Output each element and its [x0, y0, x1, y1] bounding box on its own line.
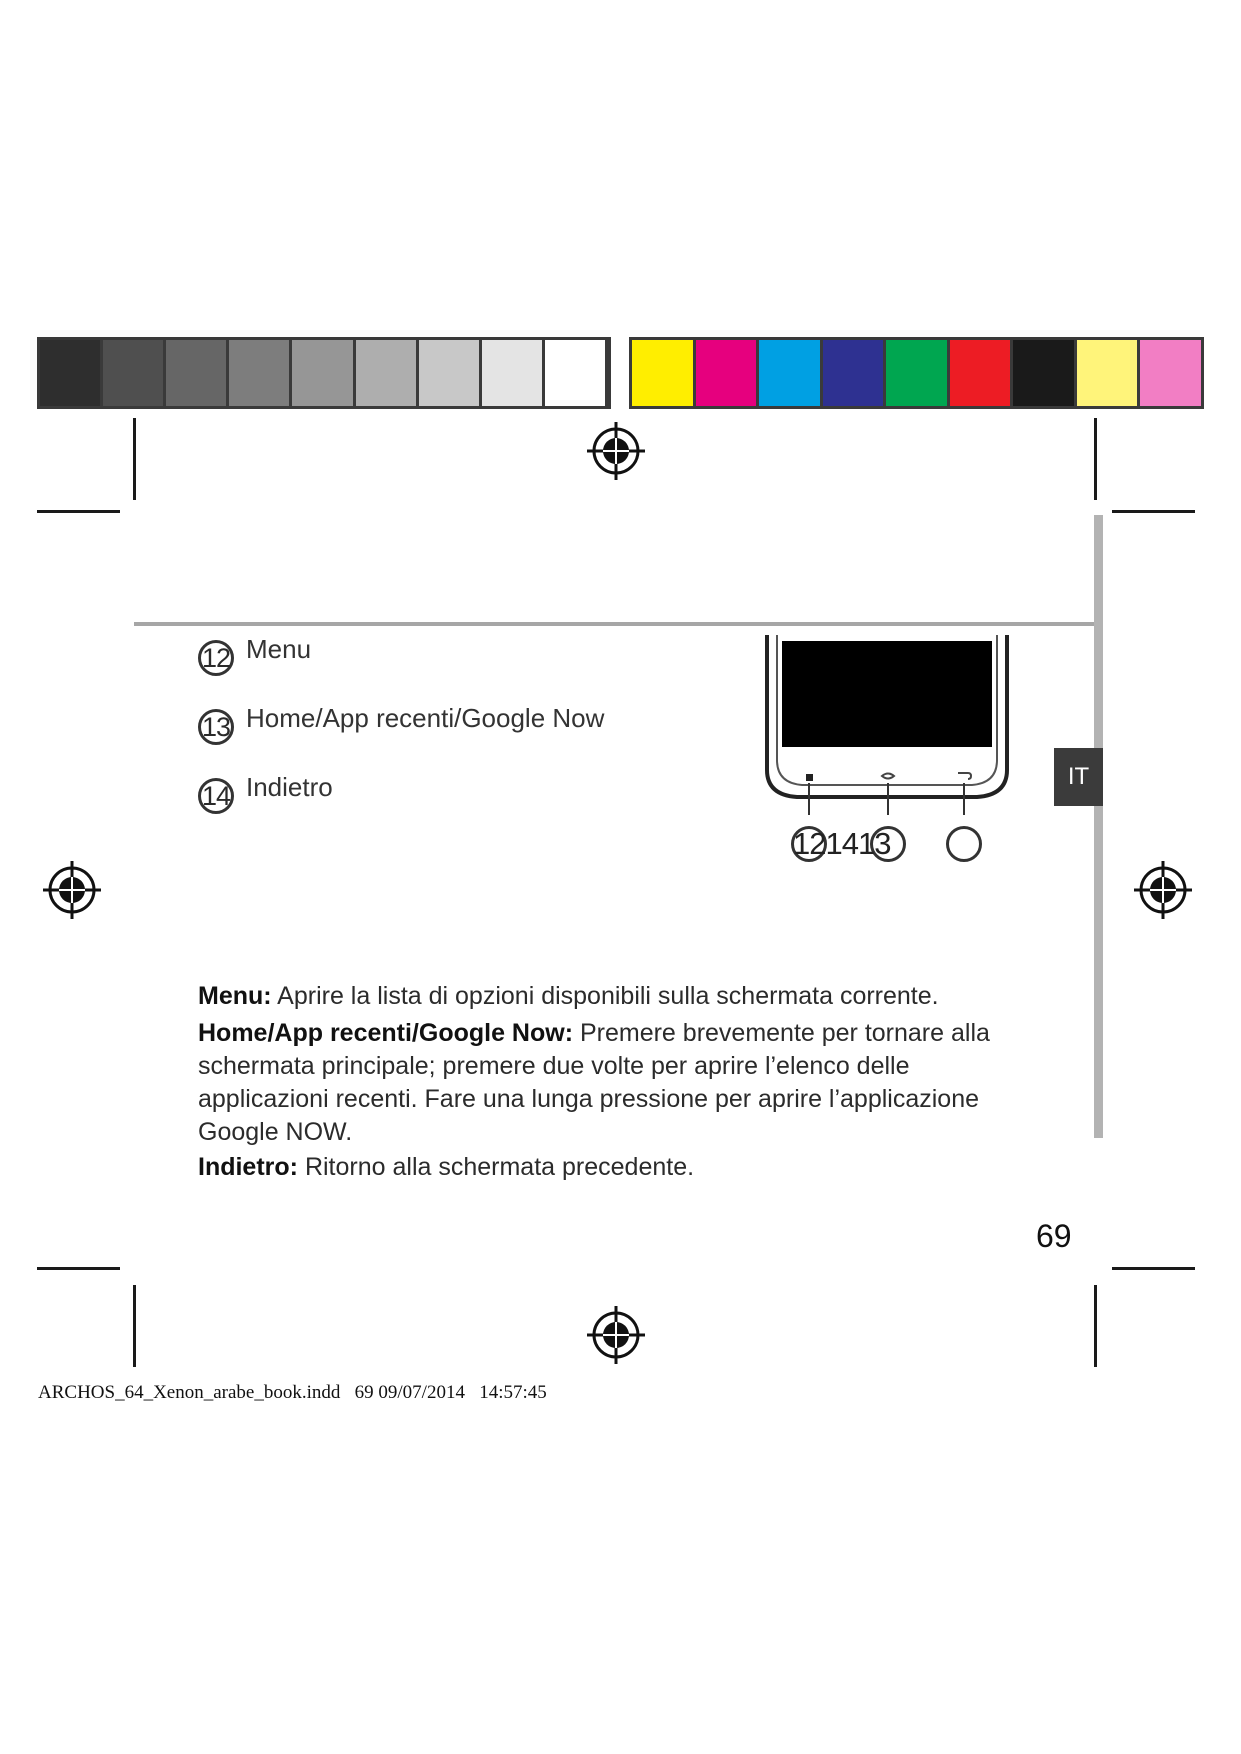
menu-term: Menu: — [198, 982, 272, 1010]
color-swatch — [823, 340, 887, 406]
crop-mark — [1112, 1267, 1195, 1270]
crop-mark — [133, 418, 136, 500]
color-swatch — [229, 340, 292, 406]
back-text: Ritorno alla schermata precedente. — [298, 1153, 695, 1181]
back-description — [198, 1151, 1038, 1184]
color-swatch — [103, 340, 166, 406]
item-number-badge: 13 — [198, 709, 234, 745]
color-swatch — [1140, 340, 1204, 406]
section-rule — [134, 622, 1101, 626]
list-item — [198, 770, 333, 816]
item-label: Home/App recenti/Google Now — [246, 703, 605, 733]
color-swatch — [482, 340, 545, 406]
item-label: Indietro — [246, 772, 333, 802]
crop-mark — [1094, 1285, 1097, 1367]
home-description — [198, 1017, 1038, 1149]
callout-numbers: 121413 — [793, 826, 891, 861]
crop-mark — [37, 510, 120, 513]
phone-buttons-diagram — [762, 635, 1012, 815]
registration-mark-icon — [585, 1304, 647, 1366]
crop-mark — [37, 1267, 120, 1270]
home-text: Premere brevemente per tornare alla schermata principale; premere due volte per aprire l’elenco delle applicazioni recenti. Fare una lunga pressione per aprire l’applicazione Google NOW. — [198, 1019, 990, 1146]
crop-mark — [1094, 418, 1097, 500]
button-descriptions — [198, 980, 1038, 1184]
color-swatch — [40, 340, 103, 406]
color-swatch — [545, 340, 608, 406]
color-swatch — [886, 340, 950, 406]
list-item — [198, 632, 311, 678]
color-swatch — [950, 340, 1014, 406]
margin-rule — [1094, 515, 1103, 1138]
color-swatch — [356, 340, 419, 406]
print-slug-line: ARCHOS_64_Xenon_arabe_book.indd 69 09/07/2014 14:57:45 — [38, 1382, 547, 1403]
home-term: Home/App recenti/Google Now: — [198, 1019, 574, 1047]
color-swatch — [759, 340, 823, 406]
color-swatch — [166, 340, 229, 406]
item-label: Menu — [246, 634, 312, 664]
callout-circle — [946, 826, 982, 862]
registration-mark-icon — [1132, 859, 1194, 921]
color-swatch — [1077, 340, 1141, 406]
menu-description — [198, 980, 1038, 1013]
color-swatch — [632, 340, 696, 406]
color-calibration-strip — [629, 337, 1204, 409]
language-tab: IT — [1054, 748, 1103, 806]
back-term: Indietro: — [198, 1153, 298, 1181]
crop-mark — [1112, 510, 1195, 513]
crop-mark — [133, 1285, 136, 1367]
color-swatch — [292, 340, 355, 406]
color-swatch — [696, 340, 760, 406]
page-number: 69 — [1036, 1218, 1072, 1254]
registration-mark-icon — [585, 420, 647, 482]
item-number-badge: 12 — [198, 640, 234, 676]
color-swatch — [1013, 340, 1077, 406]
menu-text: Aprire la lista di opzioni disponibili sulla schermata corrente. — [271, 982, 939, 1010]
item-number-badge: 14 — [198, 778, 234, 814]
registration-mark-icon — [41, 859, 103, 921]
color-swatch — [419, 340, 482, 406]
grayscale-calibration-strip — [37, 337, 611, 409]
list-item — [198, 701, 604, 747]
